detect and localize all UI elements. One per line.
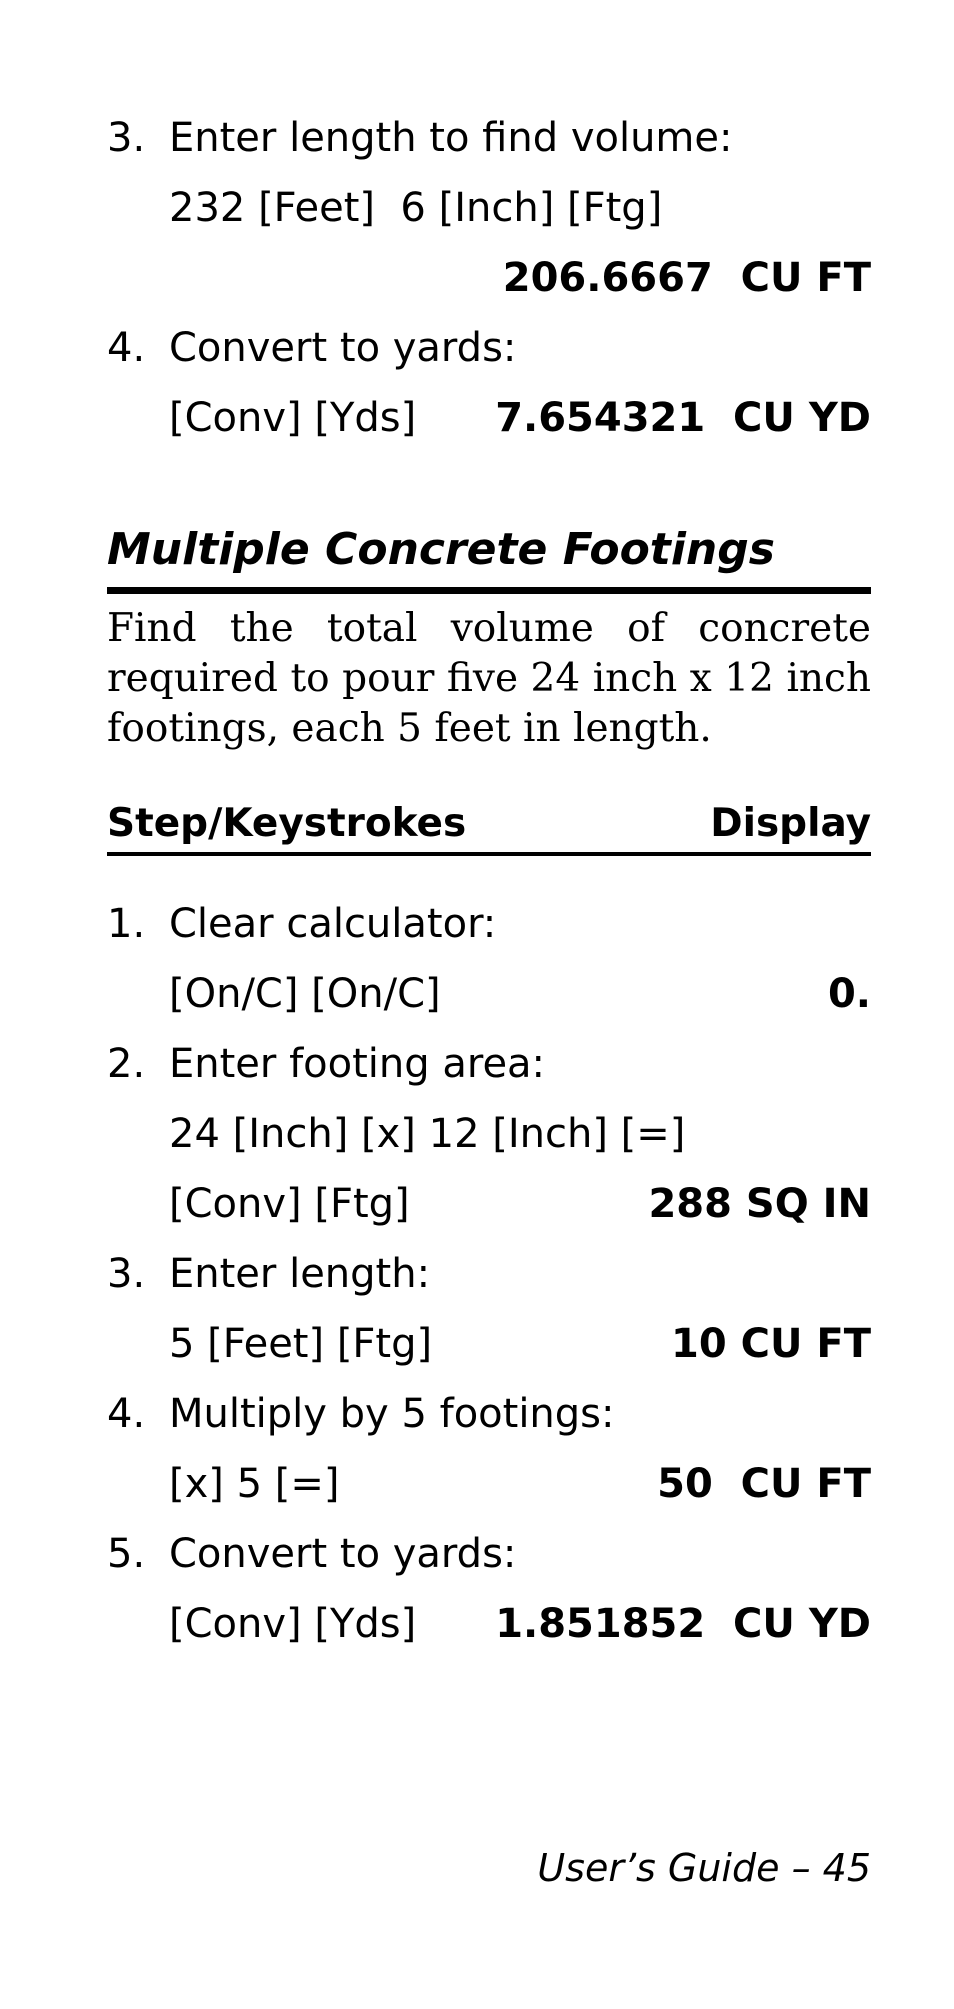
step-label: Multiply by 5 footings: [169,1391,615,1437]
section-title: Multiple Concrete Footings [107,524,775,575]
keystrokes: [Conv] [Yds] [169,1601,417,1647]
section-description: Find the total volume of concrete required to pour five 24 inch x 12 inch footings, each 5 feet in length. [107,606,871,751]
display-value: 0. [827,971,871,1017]
step-label: Clear calculator: [169,901,497,947]
header-rule [107,852,871,856]
step-row [107,320,871,376]
step-number: 3. [107,1251,146,1297]
keystroke-row [107,1596,871,1652]
step-label: Enter length: [169,1251,431,1297]
keystroke-row [107,1456,871,1512]
keystrokes: [Conv] [Yds] [169,395,417,441]
step-number: 2. [107,1041,146,1087]
table-header [107,796,871,852]
step-number: 4. [107,1391,146,1437]
step-number: 4. [107,325,146,371]
keystrokes: [x] 5 [=] [169,1461,340,1507]
step-number: 1. [107,901,146,947]
step-row [107,1386,871,1442]
step-label: Enter footing area: [169,1041,546,1087]
display-value: 10 CU FT [671,1321,871,1367]
step-label: Convert to yards: [169,1531,517,1577]
keystrokes: 24 [Inch] [x] 12 [Inch] [=] [169,1111,686,1157]
display-row [107,250,871,306]
keystroke-row [107,390,871,446]
step-row [107,896,871,952]
keystroke-row [107,966,871,1022]
header-display: Display [710,801,871,846]
keystrokes: 5 [Feet] [Ftg] [169,1321,433,1367]
step-row [107,1036,871,1092]
keystroke-row [107,1316,871,1372]
step-label: Enter length to find volume: [169,115,733,161]
step-row [107,110,871,166]
manual-page [107,0,871,2009]
keystroke-row [107,1106,871,1162]
display-value: 288 SQ IN [648,1181,871,1227]
page-footer: User’s Guide – 45 [537,1846,871,1890]
keystroke-row [107,1176,871,1232]
section-rule [107,587,871,594]
header-keystrokes: Step/Keystrokes [107,801,467,846]
step-row [107,1526,871,1582]
step-label: Convert to yards: [169,325,517,371]
step-number: 3. [107,115,146,161]
display-value: 50 CU FT [657,1461,871,1507]
step-number: 5. [107,1531,146,1577]
display-value: 1.851852 CU YD [495,1601,871,1647]
display-value: 206.6667 CU FT [502,255,871,301]
keystrokes: [On/C] [On/C] [169,971,441,1017]
display-value: 7.654321 CU YD [495,395,871,441]
keystrokes: 232 [Feet] 6 [Inch] [Ftg] [169,185,663,231]
step-row [107,1246,871,1302]
keystrokes: [Conv] [Ftg] [169,1181,410,1227]
keystroke-row [107,180,871,236]
